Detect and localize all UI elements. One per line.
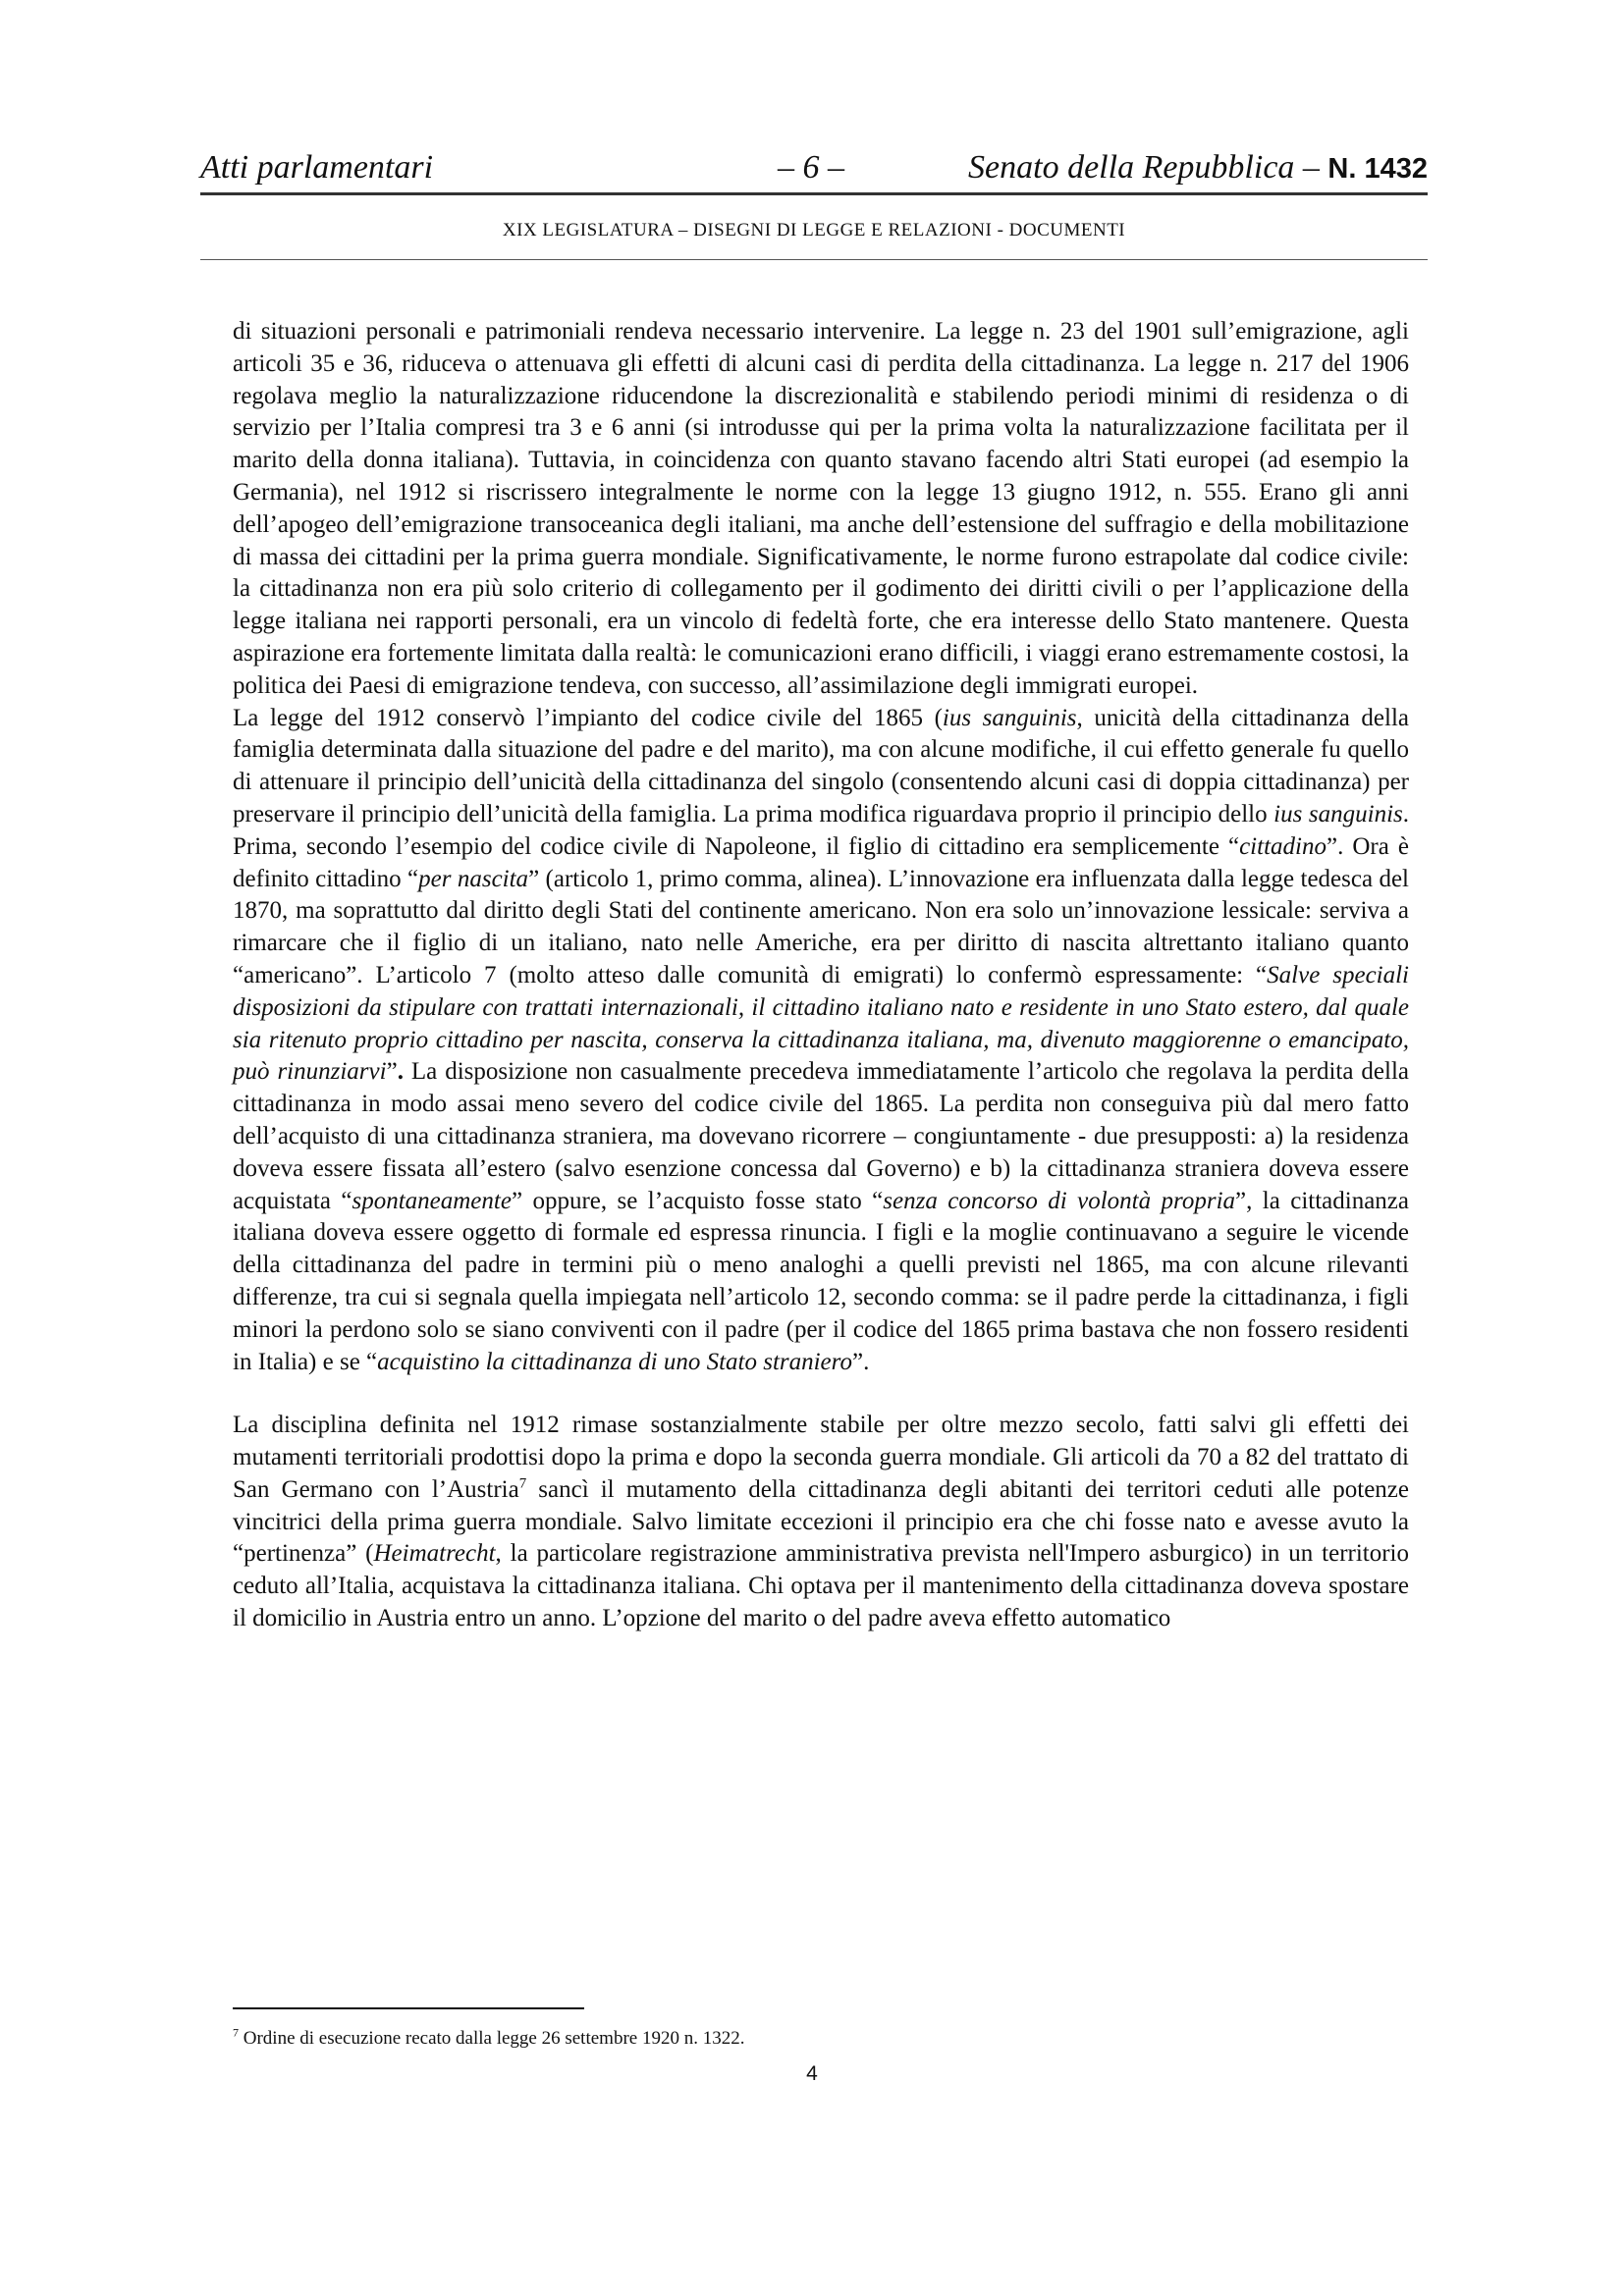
italic-text: acquistino la cittadinanza di uno Stato straniero (377, 1348, 852, 1375)
footnote-text: Ordine di esecuzione recato dalla legge 26 settembre 1920 n. 1322. (239, 2028, 745, 2049)
italic-text: Salve speciali disposizioni da stipulare con trattati internazionali, il cittadino italiano nato e residente in uno Stato estero, dal quale sia ritenuto proprio cittadino per nascita, conserva la cittadinanza italiana, ma, divenuto maggiorenne o emancipato, può rinunziarvi (233, 961, 1409, 1086)
paragraph (233, 316, 1409, 703)
text-run: . Prima, secondo l’esempio del codice civile di Napoleone, il figlio di cittadino era semplicemente “ (233, 800, 1410, 860)
text-run: , unicità della cittadinanza della famiglia determinata dalla situazione del padre e del marito), ma con alcune modifiche, il cui effetto generale fu quello di attenuare il principio dell’unicità della cittadinanza del singolo (consentendo alcuni casi di doppia cittadinanza) per preservare il principio dell’unicità della famiglia. La prima modifica riguardava proprio il principio dello (233, 704, 1410, 828)
subheader-rule (200, 259, 1428, 260)
italic-text: ius sanguinis (1273, 800, 1403, 828)
italic-text: cittadino (1239, 832, 1326, 860)
body-text (233, 316, 1409, 1635)
text-run: . (397, 1058, 404, 1086)
footnote-marker: 7 (233, 2025, 239, 2040)
footnote (233, 2025, 745, 2050)
text-run: di situazioni personali e patrimoniali rendeva necessario intervenire. La legge n. 23 del 1901 sull’emigrazione, agli articoli 35 e 36, riduceva o attenuava gli effetti di alcuni casi di perdita della cittadinanza. La legge n. 217 del 1906 regolava meglio la naturalizzazione riducendone la discrezionalità e stabilendo periodi minimi di residenza o di servizio per l’Italia compresi tra 3 e 6 anni (si introdusse qui per la prima volta la naturalizzazione facilitata per il marito della donna italiana). Tuttavia, in coincidenza con quanto stavano facendo altri Stati europei (ad esempio la Germania), nel 1912 si riscrissero integralmente le norme con la legge 13 giugno 1912, n. 555. Erano gli anni dell’apogeo dell’emigrazione transoceanica degli italiani, ma anche dell’estensione del suffragio e della mobilitazione di massa dei cittadini per la prima guerra mondiale. Significativamente, le norme furono estrapolate dal codice civile: la cittadinanza non era più solo criterio di collegamento per il godimento dei diritti civili o per l’applicazione della legge italiana nei rapporti personali, era un vincolo di fedeltà forte, che era interesse dello Stato mantenere. Questa aspirazione era fortemente limitata dalla realtà: le comunicazioni erano difficili, i viaggi erano estremamente costosi, la politica dei Paesi di emigrazione tendeva, con successo, all’assimilazione degli immigrati europei. (233, 318, 1409, 699)
header-document-number: N. 1432 (1327, 153, 1428, 185)
text-run: ” oppure, se l’acquisto fosse stato “ (511, 1187, 884, 1214)
text-run: La legge del 1912 conservò l’impianto del codice civile del 1865 ( (233, 704, 943, 731)
header-page-marker: – 6 – (778, 149, 844, 186)
text-run: ”. (851, 1348, 870, 1375)
text-run: ” (386, 1058, 398, 1086)
text-run: , la particolare registrazione amministrativa prevista nell'Impero asburgico) in un territorio ceduto all’Italia, acquistava la cittadinanza italiana. Chi optava per il mantenimento della cittadinanza doveva spostare il domicilio in Austria entro un anno. L’opzione del marito o del padre aveva effetto automatico (233, 1540, 1410, 1632)
page-header (200, 149, 1428, 192)
text-run: ” (articolo 1, primo comma, alinea). L’innovazione era influenzata dalla legge tedesca del 1870, ma soprattutto dal diritto degli Stati del continente americano. Non era solo un’innovazione lessicale: serviva a rimarcare che il figlio di un italiano, nato nelle Americhe, era per diritto di nascita altrettanto italiano quanto “americano”. L’articolo 7 (molto atteso dalle comunità di emigrati) lo confermò espressamente: “ (233, 865, 1409, 988)
paragraph (233, 703, 1409, 1379)
footnote-rule (233, 2007, 584, 2009)
italic-text: senza concorso di volontà propria (883, 1187, 1236, 1214)
paragraph (233, 1410, 1409, 1635)
italic-text: ius sanguinis (942, 704, 1077, 731)
italic-text: per nascita (418, 865, 529, 892)
header-institution: Senato della Repubblica – (968, 149, 1328, 186)
header-rule (200, 192, 1428, 195)
header-subtitle: XIX LEGISLATURA – DISEGNI DI LEGGE E RELAZIONI - DOCUMENTI (502, 220, 1126, 240)
text-run: La disposizione non casualmente precedeva immediatamente l’articolo che regolava la perdita della cittadinanza in modo assai meno severo del codice civile del 1865. La perdita non conseguiva più dal mero fatto dell’acquisto di una cittadinanza straniera, ma dovevano ricorrere – congiuntamente - due presupposti: a) la residenza doveva essere fissata all’estero (salvo esenzione concessa dal Governo) e b) la cittadinanza straniera doveva essere acquistata “ (233, 1058, 1409, 1214)
text-run: ”. Ora è definito cittadino “ (233, 832, 1409, 892)
text-run: ”, la cittadinanza italiana doveva essere oggetto di formale ed espressa rinuncia. I figli e la moglie continuavano a seguire le vicende della cittadinanza del padre in termini più o meno analoghi a quelli previsti nel 1865, ma con alcune rilevanti differenze, tra cui si segnala quella impiegata nell’articolo 12, secondo comma: se il padre perde la cittadinanza, i figli minori la perdono solo se siano conviventi con il padre (per il codice del 1865 prima bastava che non fossero residenti in Italia) e se “ (233, 1187, 1409, 1375)
text-run: La disciplina definita nel 1912 rimase sostanzialmente stabile per oltre mezzo secolo, fatti salvi gli effetti dei mutamenti territoriali prodottisi dopo la prima e dopo la seconda guerra mondiale. Gli articoli da 70 a 82 del trattato di San Germano con l’Austria (233, 1412, 1409, 1503)
header-left-title: Atti parlamentari (200, 149, 434, 186)
page-number: 4 (806, 2062, 818, 2085)
header-right (968, 149, 1428, 187)
footnote-reference: 7 (518, 1475, 527, 1492)
italic-text: spontaneamente (352, 1187, 512, 1214)
text-run: sancì il mutamento della cittadinanza degli abitanti dei territori ceduti alle potenze vincitrici della prima guerra mondiale. Salvo limitate eccezioni il principio era che chi fosse nato e avesse avuto la “pertinenza” ( (233, 1475, 1409, 1568)
italic-text: Heimatrecht (373, 1540, 496, 1568)
